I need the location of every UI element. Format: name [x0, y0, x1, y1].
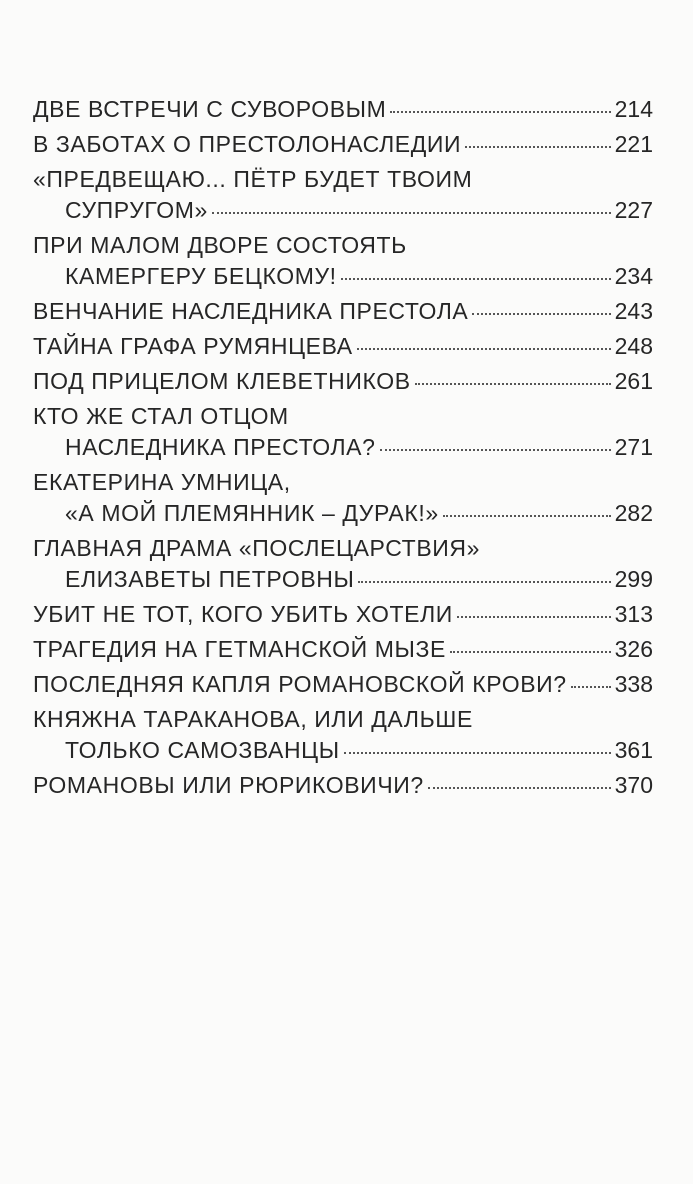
toc-entry-title: КТО ЖЕ СТАЛ ОТЦОМ — [33, 403, 289, 429]
toc-entry — [33, 131, 653, 162]
toc-page-number: 338 — [614, 671, 653, 697]
toc-page-number: 248 — [614, 333, 653, 359]
toc-page-number: 370 — [614, 772, 653, 798]
toc-page-number: 361 — [614, 737, 653, 763]
toc-entry-line — [33, 263, 653, 294]
toc-entry — [33, 333, 653, 364]
toc-entry-line — [33, 566, 653, 597]
toc-entry — [33, 772, 653, 803]
toc-entry-title: ПРИ МАЛОМ ДВОРЕ СОСТОЯТЬ — [33, 232, 407, 258]
dot-leader — [344, 752, 611, 754]
toc-entry-title: КНЯЖНА ТАРАКАНОВА, ИЛИ ДАЛЬШЕ — [33, 706, 473, 732]
dot-leader — [472, 313, 610, 315]
dot-leader — [380, 449, 611, 451]
toc-entry-line — [33, 706, 653, 737]
toc-entry-line — [33, 131, 653, 162]
dot-leader — [443, 515, 611, 517]
toc-entry-title: УБИТ НЕ ТОТ, КОГО УБИТЬ ХОТЕЛИ — [33, 601, 453, 627]
dot-leader — [571, 686, 611, 688]
toc-entry — [33, 671, 653, 702]
toc-entry-line — [33, 403, 653, 434]
toc-page-number: 214 — [614, 96, 653, 122]
toc-entry — [33, 368, 653, 399]
toc-entry-line — [33, 232, 653, 263]
toc-entry — [33, 706, 653, 768]
dot-leader — [212, 212, 611, 214]
toc-entry — [33, 298, 653, 329]
dot-leader — [357, 348, 611, 350]
toc-entry-line — [33, 197, 653, 228]
toc-entry-title: НАСЛЕДНИКА ПРЕСТОЛА? — [65, 434, 376, 460]
toc-entry — [33, 166, 653, 228]
toc-entry-title: ТРАГЕДИЯ НА ГЕТМАНСКОЙ МЫЗЕ — [33, 636, 446, 662]
toc-entry-title: РОМАНОВЫ ИЛИ РЮРИКОВИЧИ? — [33, 772, 424, 798]
dot-leader — [341, 278, 611, 280]
toc-entry — [33, 403, 653, 465]
dot-leader — [450, 651, 611, 653]
dot-leader — [415, 383, 611, 385]
toc-entry — [33, 535, 653, 597]
toc-entry-line — [33, 96, 653, 127]
toc-page-number: 271 — [614, 434, 653, 460]
toc-entry-line — [33, 535, 653, 566]
toc-entry-line — [33, 469, 653, 500]
toc-page-number: 299 — [614, 566, 653, 592]
toc-page-number: 221 — [614, 131, 653, 157]
toc-entry-title: ПОСЛЕДНЯЯ КАПЛЯ РОМАНОВСКОЙ КРОВИ? — [33, 671, 567, 697]
toc-entry-line — [33, 671, 653, 702]
toc-entry-title: ЕЛИЗАВЕТЫ ПЕТРОВНЫ — [65, 566, 355, 592]
toc-entry-line — [33, 166, 653, 197]
toc-entry-line — [33, 636, 653, 667]
toc-entry-title: «А МОЙ ПЛЕМЯННИК – ДУРАК!» — [65, 500, 439, 526]
dot-leader — [465, 146, 610, 148]
toc-entry-title: КАМЕРГЕРУ БЕЦКОМУ! — [65, 263, 337, 289]
toc-entry — [33, 232, 653, 294]
toc-entry-title: ПОД ПРИЦЕЛОМ КЛЕВЕТНИКОВ — [33, 368, 411, 394]
toc-page-number: 234 — [614, 263, 653, 289]
toc-entry-title: ЕКАТЕРИНА УМНИЦА, — [33, 469, 291, 495]
dot-leader — [457, 616, 611, 618]
toc-page-number: 261 — [614, 368, 653, 394]
dot-leader — [358, 581, 610, 583]
toc-entry — [33, 96, 653, 127]
toc-entry-title: ДВЕ ВСТРЕЧИ С СУВОРОВЫМ — [33, 96, 387, 122]
toc-entry-line — [33, 500, 653, 531]
table-of-contents — [33, 96, 653, 807]
toc-page-number: 326 — [614, 636, 653, 662]
toc-entry-line — [33, 368, 653, 399]
toc-entry-line — [33, 434, 653, 465]
toc-page-number: 282 — [614, 500, 653, 526]
toc-entry-title: ТОЛЬКО САМОЗВАНЦЫ — [65, 737, 340, 763]
toc-entry — [33, 469, 653, 531]
toc-entry — [33, 601, 653, 632]
toc-entry-title: СУПРУГОМ» — [65, 197, 208, 223]
toc-page-number: 243 — [614, 298, 653, 324]
toc-page-number: 227 — [614, 197, 653, 223]
dot-leader — [390, 111, 610, 113]
toc-entry — [33, 636, 653, 667]
toc-entry-line — [33, 333, 653, 364]
toc-entry-title: ГЛАВНАЯ ДРАМА «ПОСЛЕЦАРСТВИЯ» — [33, 535, 480, 561]
toc-entry-line — [33, 298, 653, 329]
toc-page-number: 313 — [614, 601, 653, 627]
toc-entry-title: В ЗАБОТАХ О ПРЕСТОЛОНАСЛЕДИИ — [33, 131, 462, 157]
toc-entry-line — [33, 737, 653, 768]
toc-entry-line — [33, 772, 653, 803]
toc-entry-title: «ПРЕДВЕЩАЮ... ПЁТР БУДЕТ ТВОИМ — [33, 166, 473, 192]
toc-entry-title: ТАЙНА ГРАФА РУМЯНЦЕВА — [33, 333, 353, 359]
toc-entry-line — [33, 601, 653, 632]
toc-entry-title: ВЕНЧАНИЕ НАСЛЕДНИКА ПРЕСТОЛА — [33, 298, 469, 324]
dot-leader — [428, 787, 611, 789]
